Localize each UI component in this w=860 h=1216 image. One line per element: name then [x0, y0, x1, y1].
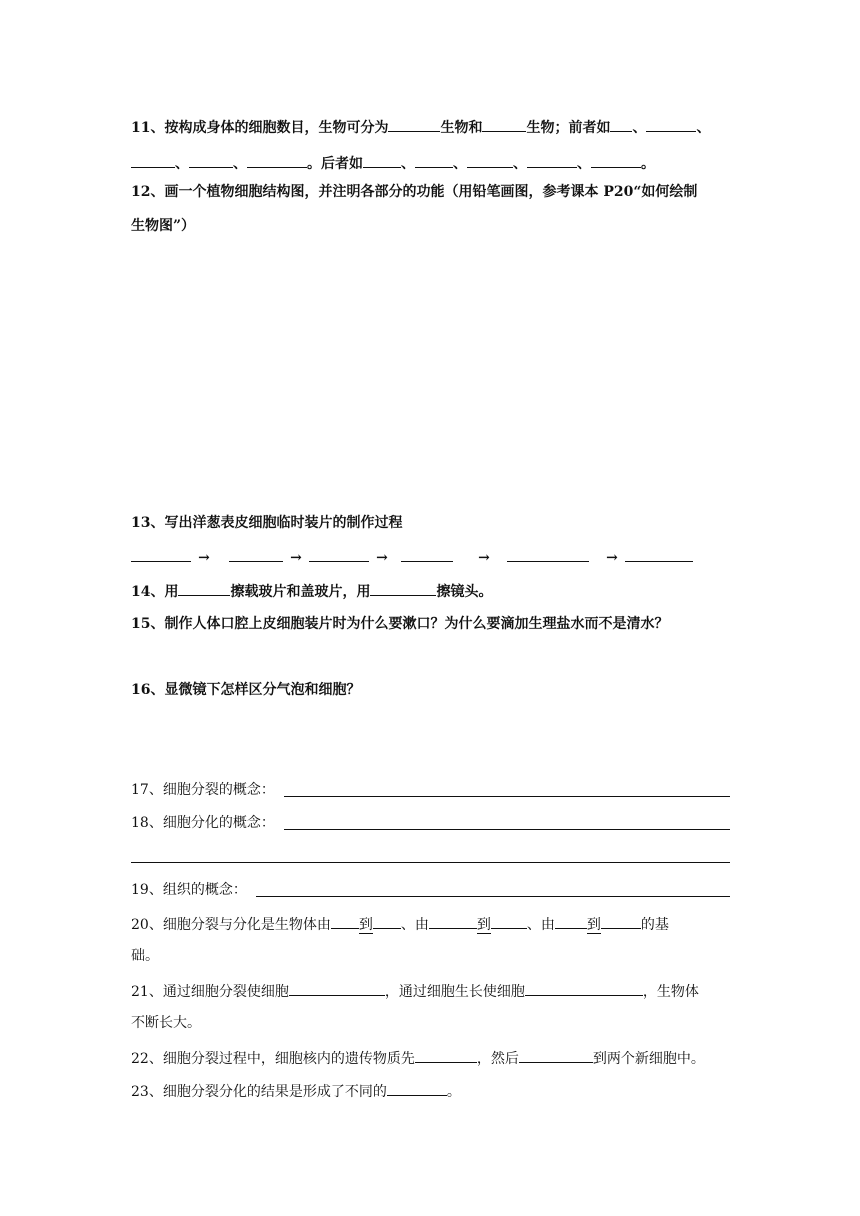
q22-blank-1[interactable] — [415, 1047, 477, 1063]
q20-blank-6[interactable] — [601, 913, 641, 929]
q20-blank-4[interactable] — [491, 913, 527, 929]
q11-blank-8[interactable] — [363, 152, 401, 168]
q20-blank-5[interactable] — [555, 913, 587, 929]
q11-blank-12[interactable] — [591, 152, 641, 168]
q20-text-d: 的基 — [640, 917, 669, 933]
q18-answer-line[interactable] — [284, 829, 730, 830]
q11-line2 — [131, 152, 655, 174]
q11-text-c: 生物；前者如 — [526, 120, 611, 136]
q11-blank-7[interactable] — [247, 152, 307, 168]
q13-step-3[interactable] — [309, 546, 369, 562]
q11-sep: 、 — [632, 120, 647, 136]
q13-step-4[interactable] — [401, 546, 453, 562]
q13-step-2[interactable] — [229, 546, 283, 562]
q11-blank-6[interactable] — [189, 152, 233, 168]
q13-step-1[interactable] — [131, 546, 191, 562]
q17-label: 17、细胞分裂的概念： — [131, 782, 275, 798]
q19-label: 19、组织的概念： — [131, 882, 247, 898]
q14-text-c: 擦镜头。 — [436, 584, 493, 600]
q14-text-a: 14、用 — [131, 584, 179, 600]
q11-sep: 、 — [696, 120, 711, 136]
q14-blank-2[interactable] — [370, 580, 436, 596]
q11-sep: 、 — [513, 156, 527, 172]
q11-blank-2[interactable] — [482, 116, 526, 132]
q16-text: 16、显微镜下怎样区分气泡和细胞？ — [131, 682, 361, 698]
q14-line — [131, 580, 492, 602]
q15-text: 15、制作人体口腔上皮细胞装片时为什么要漱口？为什么要滴加生理盐水而不是清水？ — [131, 616, 669, 632]
q11-sep: 、 — [401, 156, 415, 172]
q11-blank-9[interactable] — [415, 152, 453, 168]
q11-sep: 、 — [453, 156, 467, 172]
q20-dao-1: 到 — [358, 917, 373, 933]
q11-blank-3[interactable] — [610, 116, 632, 132]
arrow-right-icon: → — [290, 550, 302, 566]
q11-sep: 、 — [577, 156, 591, 172]
q18-answer-line-2[interactable] — [131, 862, 730, 863]
q20-blank-2[interactable] — [373, 913, 401, 929]
q12-line2: 生物图”） — [131, 218, 196, 234]
q20-text-a: 20、细胞分裂与分化是生物体由 — [131, 917, 331, 933]
q23-text-b: 。 — [446, 1084, 461, 1100]
q13-steps — [131, 546, 693, 568]
arrow-right-icon: → — [376, 550, 388, 566]
q21-text-c: ，生物体 — [642, 984, 699, 1000]
q11-blank-4[interactable] — [646, 116, 696, 132]
q13-title: 13、写出洋葱表皮细胞临时装片的制作过程 — [131, 515, 403, 531]
q22-text-a: 22、细胞分裂过程中，细胞核内的遗传物质先 — [131, 1051, 415, 1067]
q18-label: 18、细胞分化的概念： — [131, 815, 275, 831]
q22-text-c: 到两个新细胞中。 — [592, 1051, 705, 1067]
q21-blank-1[interactable] — [289, 980, 385, 996]
q23-blank-1[interactable] — [387, 1080, 447, 1096]
q20-text-b: 、由 — [400, 917, 429, 933]
q11-number: 11、 — [131, 120, 165, 136]
q12-line1: 12、画一个植物细胞结构图，并注明各部分的功能（用铅笔画图，参考课本 P20“如何绘制 — [131, 184, 698, 200]
q20-line1 — [131, 913, 669, 935]
q23-text-a: 23、细胞分裂分化的结果是形成了不同的 — [131, 1084, 387, 1100]
q19-answer-line[interactable] — [256, 896, 730, 897]
q11-sep: 、 — [175, 156, 189, 172]
q20-dao-2: 到 — [476, 917, 491, 933]
q20-blank-1[interactable] — [331, 913, 359, 929]
q22-text-b: ，然后 — [476, 1051, 519, 1067]
q21-blank-2[interactable] — [525, 980, 643, 996]
q21-line2: 不断长大。 — [131, 1015, 201, 1031]
q11-end: 。 — [641, 156, 655, 172]
q11-text-b: 生物和 — [440, 120, 483, 136]
q11-sep: 、 — [233, 156, 247, 172]
q14-text-b: 擦载玻片和盖玻片，用 — [230, 584, 371, 600]
arrow-right-icon: → — [606, 550, 618, 566]
q11-line1 — [131, 116, 710, 138]
q11-blank-11[interactable] — [527, 152, 577, 168]
q13-step-6[interactable] — [625, 546, 693, 562]
q17-answer-line[interactable] — [284, 796, 730, 797]
arrow-right-icon: → — [478, 550, 490, 566]
drawing-area[interactable] — [131, 245, 731, 510]
q20-dao-3: 到 — [586, 917, 601, 933]
arrow-right-icon: → — [198, 550, 210, 566]
q11-text-a: 按构成身体的细胞数目，生物可分为 — [164, 120, 389, 136]
q21-text-a: 21、通过细胞分裂使细胞 — [131, 984, 289, 1000]
q11-blank-10[interactable] — [467, 152, 513, 168]
q11-blank-5[interactable] — [131, 152, 175, 168]
q22-blank-2[interactable] — [519, 1047, 593, 1063]
q14-blank-1[interactable] — [178, 580, 230, 596]
q22-line — [131, 1047, 705, 1069]
q20-text-c: 、由 — [526, 917, 555, 933]
q21-text-b: ，通过细胞生长使细胞 — [384, 984, 525, 1000]
q13-step-5[interactable] — [507, 546, 589, 562]
q20-line2: 础。 — [131, 948, 159, 964]
q11-text-d: 。后者如 — [307, 156, 363, 172]
q23-line — [131, 1080, 461, 1102]
q11-blank-1[interactable] — [388, 116, 440, 132]
q21-line1 — [131, 980, 699, 1002]
q20-blank-3[interactable] — [429, 913, 477, 929]
